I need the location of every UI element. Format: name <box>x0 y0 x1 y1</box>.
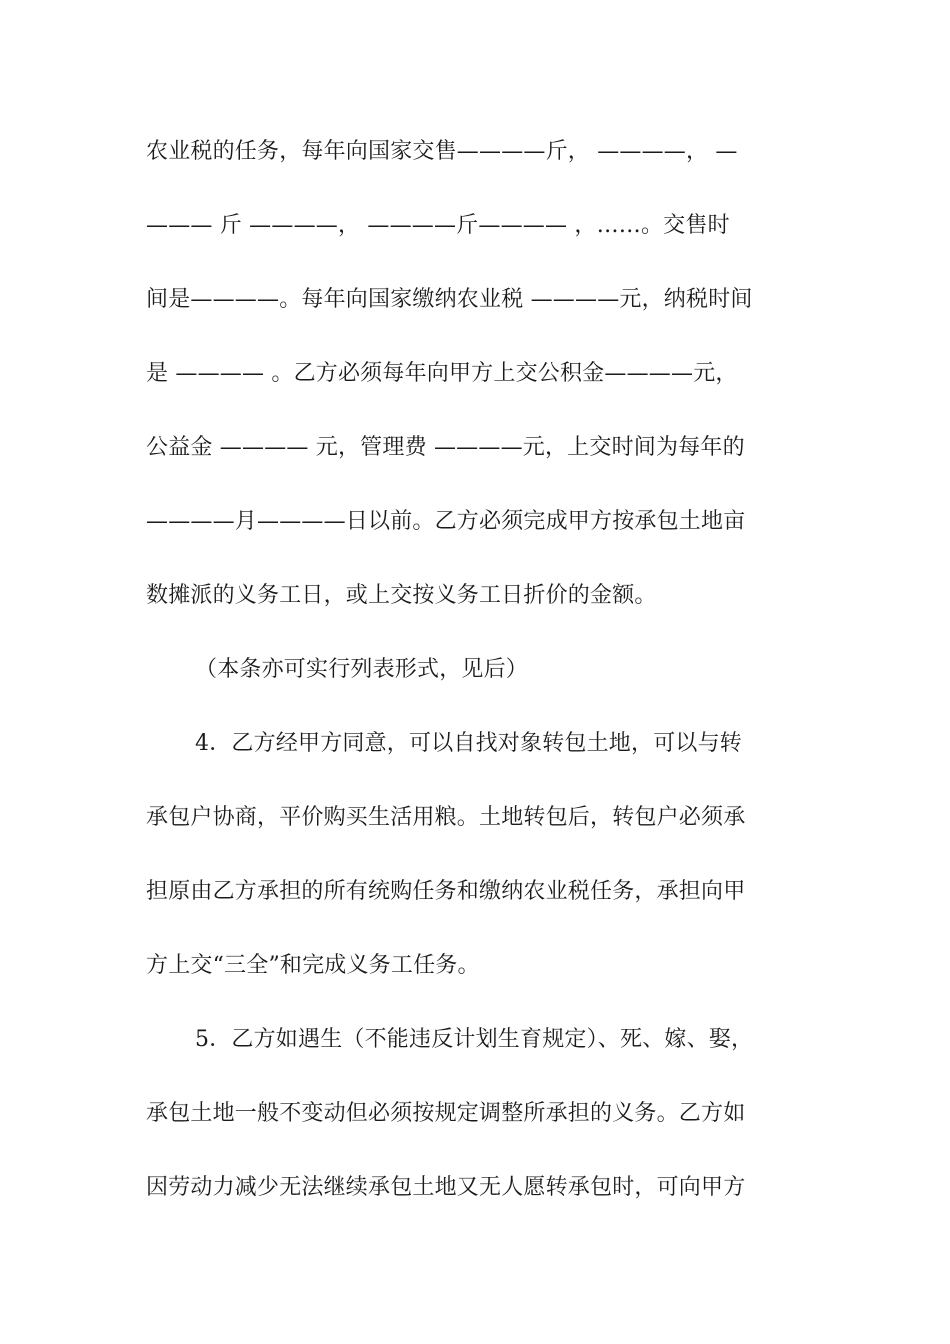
text-line: 因劳动力减少无法继续承包土地又无人愿转承包时，可向甲方 <box>146 1175 746 1200</box>
text-line: 是 ———— 。乙方必须每年向甲方上交公积金————元， <box>146 361 738 386</box>
clause-5-start: 5．乙方如遇生（不能违反计划生育规定）、死、嫁、娶， <box>195 1027 754 1052</box>
text-line: 间是————。每年向国家缴纳农业税 ————元，纳税时间 <box>146 287 753 312</box>
text-line: 农业税的任务，每年向国家交售————斤， ————， — <box>146 139 738 164</box>
text-line: 方上交“三全”和完成义务工任务。 <box>146 953 480 978</box>
text-line: 公益金 ———— 元，管理费 ————元，上交时间为每年的 <box>146 435 745 460</box>
text-line: 承包土地一般不变动但必须按规定调整所承担的义务。乙方如 <box>146 1101 746 1126</box>
text-line: 担原由乙方承担的所有统购任务和缴纳农业税任务，承担向甲 <box>146 879 746 904</box>
text-line: 数摊派的义务工日，或上交按义务工日折价的金额。 <box>146 583 657 608</box>
text-line: 承包户协商，平价购买生活用粮。土地转包后，转包户必须承 <box>146 805 746 830</box>
text-line: ————月————日以前。乙方必须完成甲方按承包土地亩 <box>146 509 746 534</box>
text-line: ——— 斤 ————， ————斤———— ，……。交售时 <box>146 213 730 238</box>
note-line: （本条亦可实行列表形式，见后） <box>195 657 529 682</box>
clause-4-start: 4．乙方经甲方同意，可以自找对象转包土地，可以与转 <box>195 731 742 756</box>
